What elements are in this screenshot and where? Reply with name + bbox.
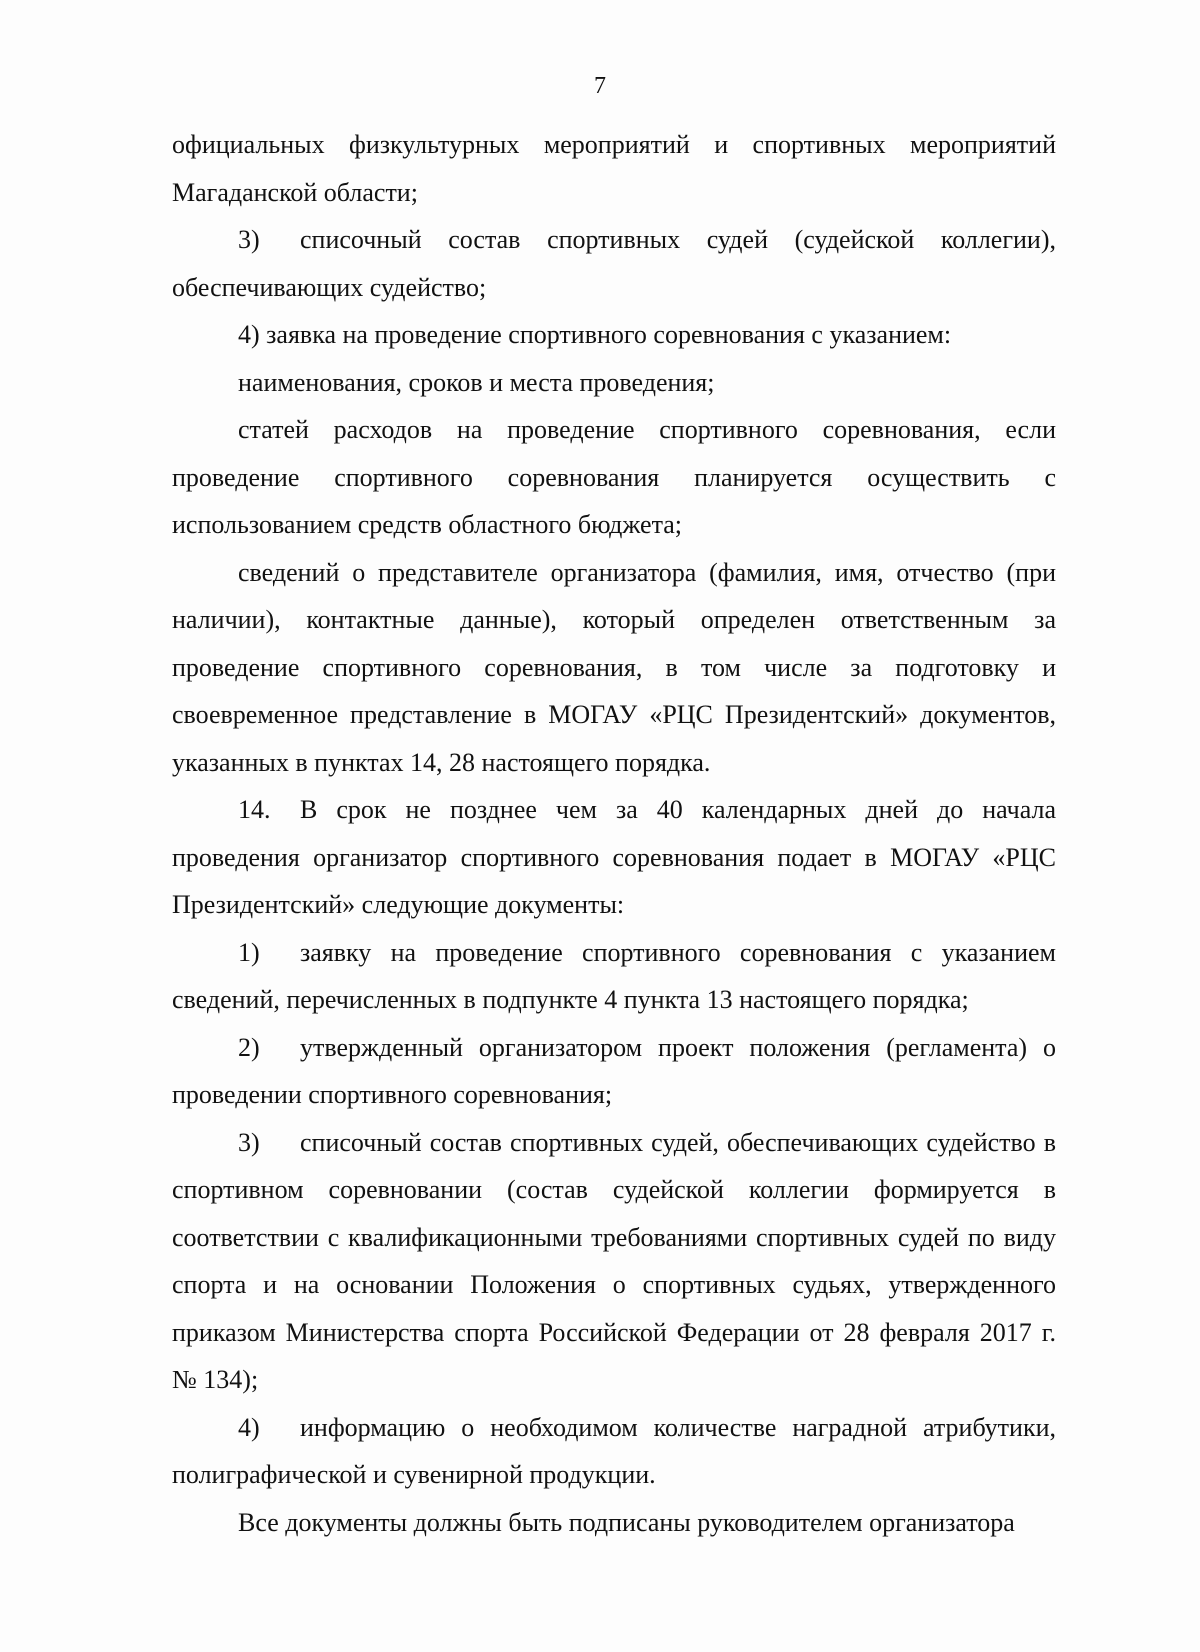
list-number: 4) [238,1412,260,1442]
list-item-1 [172,929,1056,1024]
list-number: 3) [238,225,260,254]
paragraph-continuation [172,121,1056,216]
list-item-4 [172,1404,1056,1499]
paragraph-text: сведений о представителе организатора (фамилия, имя, отчество (при наличии), контактные данные), который определен ответственным за проведение спортивного соревнования, в том числе за подготовку и своевременное представление в МОГАУ «РЦС Президентский» документов, указанных в пунктах 14, 28 настоящего порядка. [172,557,1056,777]
paragraph-text: информацию о необходимом количестве наградной атрибутики, полиграфической и сувенирной продукции. [172,1412,1056,1489]
paragraph-text: списочный состав спортивных судей (судейской коллегии), обеспечивающих судейство; [172,225,1056,302]
paragraph-text: списочный состав спортивных судей, обеспечивающих судейство в спортивном соревновании (состав судейской коллегии формируется в соответствии с квалификационными требованиями спортивных судей по виду спорта и на основании Положения о спортивных судьях, утвержденного приказом Министерства спорта Российской Федерации от 28 февраля 2017 г. № 134); [172,1127,1056,1394]
list-item-application [172,311,1056,359]
paragraph-expenses [172,406,1056,549]
paragraph-text: заявку на проведение спортивного соревнования с указанием сведений, перечисленных в подпункте 4 пункта 13 настоящего порядка; [172,937,1056,1014]
list-number: 1) [238,937,260,967]
page-number: 7 [594,73,606,99]
paragraph-text: статей расходов на проведение спортивного соревнования, если проведение спортивного соревнования планируется осуществить с использованием средств областного бюджета; [172,415,1056,539]
paragraph-name-dates [172,359,1056,407]
paragraph-representative [172,549,1056,787]
paragraph-text: В срок не позднее чем за 40 календарных дней до начала проведения организатор спортивного соревнования подает в МОГАУ «РЦС Президентский» следующие документы: [172,795,1056,919]
list-item-2 [172,1024,1056,1119]
paragraph-text: Все документы должны быть подписаны руководителем организатора [238,1507,1015,1537]
list-number: 3) [238,1127,260,1157]
paragraph-text: 4) заявка на проведение спортивного соревнования с указанием: [238,320,952,349]
paragraph-text: утвержденный организатором проект положения (регламента) о проведении спортивного соревнования; [172,1032,1056,1109]
list-item-3 [172,1119,1056,1404]
paragraph-signatures [172,1499,1056,1547]
clause-14 [172,786,1056,929]
paragraph-text: официальных физкультурных мероприятий и спортивных мероприятий Магаданской области; [172,130,1056,207]
paragraph-text: наименования, сроков и места проведения; [238,367,715,397]
list-number: 2) [238,1032,260,1062]
document-body [172,121,1056,1546]
list-item-judges [172,216,1056,311]
clause-number: 14. [238,795,271,824]
